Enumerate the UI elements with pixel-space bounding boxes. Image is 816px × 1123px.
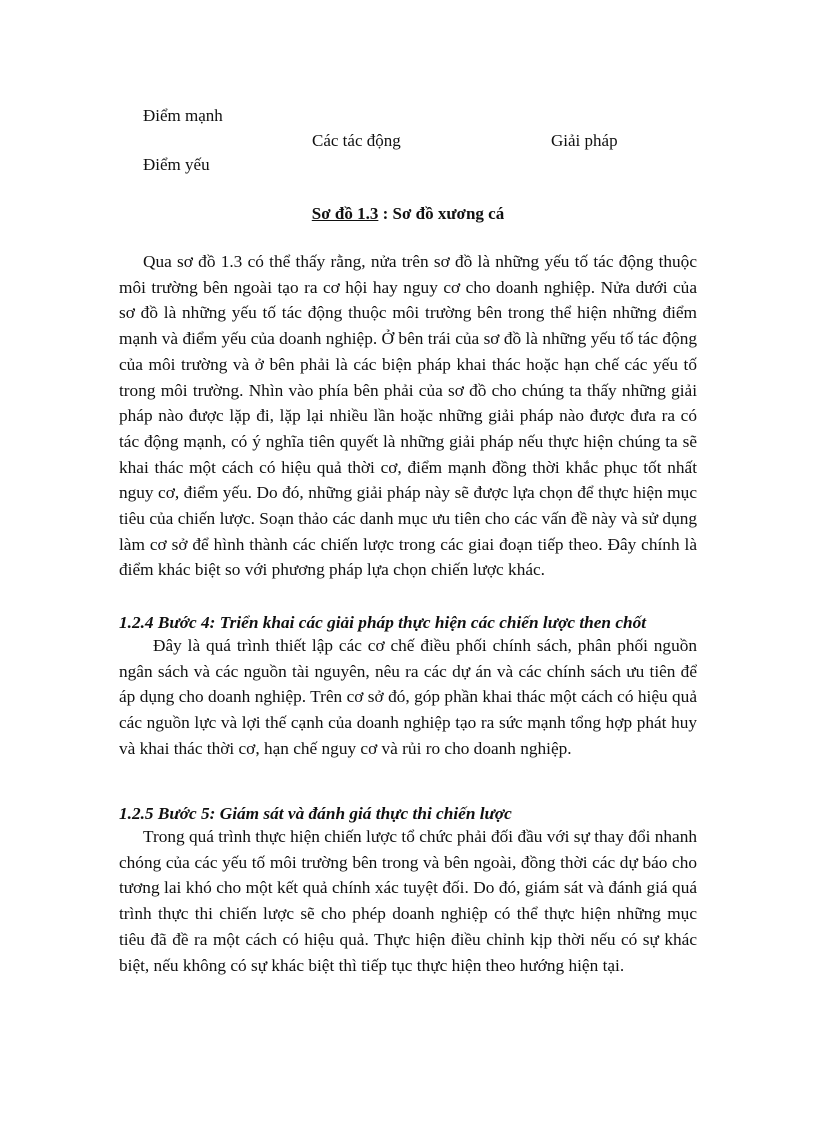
diagram-label-impacts: Các tác động bbox=[312, 131, 401, 150]
figure-caption-number: Sơ đồ 1.3 bbox=[311, 204, 379, 223]
diagram-label-solutions: Giải pháp bbox=[551, 131, 618, 150]
heading-step-4: 1.2.4 Bước 4: Triển khai các giải pháp thực hiện các chiến lược then chốt bbox=[119, 613, 647, 632]
diagram-label-weaknesses: Điểm yếu bbox=[143, 155, 210, 174]
diagram-label-strengths: Điểm mạnh bbox=[143, 106, 223, 125]
paragraph-text: Qua sơ đồ 1.3 có thể thấy rằng, nửa trên sơ đồ là những yếu tố tác động thuộc môi trường bên ngoài tạo ra cơ hội hay nguy cơ cho doanh nghiệp. Nửa dưới của sơ đồ là những yếu tố tác động thuộc môi trường bên trong thể hiện những điểm mạnh và điểm yếu của doanh nghiệp. Ở bên trái của sơ đồ là những yếu tố tác động của môi trường và ở bên phải là các biện pháp khai thác hoặc hạn chế các yếu tố trong môi trường. Nhìn vào phía bên phải của sơ đồ cho chúng ta thấy những giải pháp nào được lặp đi, lặp lại nhiều lần hoặc những giải pháp nào được đưa ra có tác động mạnh, có ý nghĩa tiên quyết là những giải pháp nếu thực hiện chúng ta sẽ khai thác một cách có hiệu quả thời cơ, điểm mạnh đồng thời khắc phục tốt nhất nguy cơ, điểm yếu. Do đó, những giải pháp này sẽ được lựa chọn để thực hiện mục tiêu của chiến lược. Soạn thảo các danh mục ưu tiên cho các vấn đề này và sử dụng làm cơ sở để hình thành các chiến lược trong các giai đoạn tiếp theo. Đây chính là điểm khác biệt so với phương pháp lựa chọn chiến lược khác. bbox=[119, 252, 697, 580]
paragraph-step-4 bbox=[119, 633, 697, 762]
paragraph-step-5 bbox=[119, 824, 697, 978]
paragraph-text: Trong quá trình thực hiện chiến lược tổ chức phải đối đầu với sự thay đổi nhanh chóng của các yếu tố môi trường bên trong và bên ngoài, đồng thời các dự báo cho tương lai khó cho một kết quả chính xác tuyệt đối. Do đó, giám sát và đánh giá quá trình thực thi chiến lược sẽ cho phép doanh nghiệp có thể thực hiện những mục tiêu đã đề ra một cách có hiệu quả. Thực hiện điều chỉnh kịp thời nếu có sự khác biệt, nếu không có sự khác biệt thì tiếp tục thực hiện theo hướng hiện tại. bbox=[119, 827, 697, 975]
figure-caption-text: : Sơ đồ xương cá bbox=[378, 204, 505, 223]
heading-step-5: 1.2.5 Bước 5: Giám sát và đánh giá thực thi chiến lược bbox=[119, 804, 512, 823]
paragraph-diagram-explanation bbox=[119, 249, 697, 583]
paragraph-text: Đây là quá trình thiết lập các cơ chế điều phối chính sách, phân phối nguồn ngân sách và các nguồn tài nguyên, nêu ra các dự án và các chính sách ưu tiên để áp dụng cho doanh nghiệp. Trên cơ sở đó, góp phần khai thác một cách có hiệu quả các nguồn lực và lợi thế cạnh của doanh nghiệp tạo ra sức mạnh tổng hợp phát huy và khai thác thời cơ, hạn chế nguy cơ và rủi ro cho doanh nghiệp. bbox=[119, 636, 697, 758]
figure-caption bbox=[0, 203, 816, 225]
